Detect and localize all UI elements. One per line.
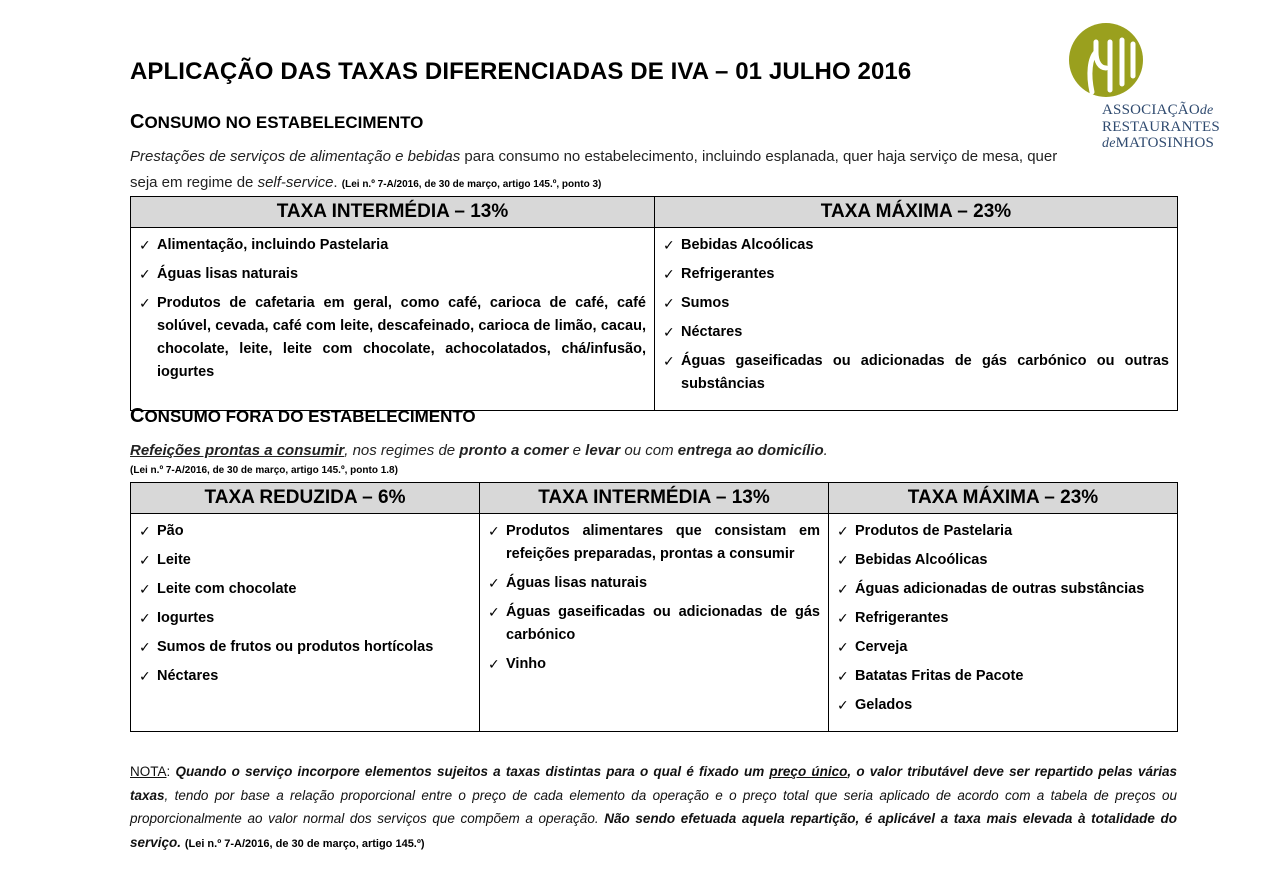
nota-paragraph: NOTA: Quando o serviço incorpore elementos sujeitos a taxas distintas para o qual é fixado um preço único, o valor tributável deve ser repartido pelas várias taxas, tendo por base a relação proporcional entre o preço de cada elemento da operação e o preço total que seria aplicado de acordo com a tabela de preços ou proporcionalmente ao valor normal dos serviços que compõem a operação. Não sendo efetuada aquela repartição, é aplicável a taxa mais elevada à totalidade do serviço. (Lei n.º 7-A/2016, de 30 de março, artigo 145.º) bbox=[130, 764, 1178, 850]
checkmark-icon: ✓ bbox=[139, 237, 151, 253]
checkmark-icon: ✓ bbox=[837, 552, 849, 568]
table1-cell-maxima bbox=[655, 228, 1178, 411]
list-item-text: Águas gaseificadas ou adicionadas de gás carbónico ou outras substâncias bbox=[681, 353, 1169, 392]
section2-intro: Refeições prontas a consumir, nos regimes de pronto a comer e levar ou com entrega ao domicílio. bbox=[130, 442, 828, 459]
list-item-text: Produtos alimentares que consistam em refeições preparadas, prontas a consumir bbox=[506, 523, 820, 562]
checkmark-icon: ✓ bbox=[139, 668, 151, 684]
list-item-text: Batatas Fritas de Pacote bbox=[855, 668, 1024, 684]
checkmark-icon: ✓ bbox=[488, 604, 500, 620]
association-logo bbox=[1062, 22, 1262, 162]
list-item bbox=[663, 263, 1169, 286]
list-item-text: Leite bbox=[157, 552, 191, 568]
list-item-text: Águas gaseificadas ou adicionadas de gás carbónico bbox=[506, 604, 820, 643]
checkmark-icon: ✓ bbox=[139, 523, 151, 539]
checkmark-icon: ✓ bbox=[488, 656, 500, 672]
checkmark-icon: ✓ bbox=[139, 610, 151, 626]
list-item bbox=[139, 607, 471, 630]
table2-cell-reduzida bbox=[131, 514, 480, 732]
checkmark-icon: ✓ bbox=[139, 552, 151, 568]
tax-table-consumo-no-estabelecimento bbox=[130, 196, 1178, 411]
table1-cell-intermedia bbox=[131, 228, 655, 411]
list-item bbox=[488, 520, 820, 566]
list-item bbox=[663, 234, 1169, 257]
checkmark-icon: ✓ bbox=[488, 523, 500, 539]
table1-list-intermedia bbox=[139, 234, 646, 384]
checkmark-icon: ✓ bbox=[837, 668, 849, 684]
section-title-consumo-fora-do-estabelecimento: CONSUMO FORA DO ESTABELECIMENTO bbox=[130, 405, 476, 427]
checkmark-icon: ✓ bbox=[663, 324, 675, 340]
section2-legal-reference: (Lei n.º 7-A/2016, de 30 de março, artigo 145.º, ponto 1.8) bbox=[130, 465, 398, 476]
list-item-text: Vinho bbox=[506, 656, 547, 672]
page-title: APLICAÇÃO DAS TAXAS DIFERENCIADAS DE IVA – 01 JULHO 2016 bbox=[130, 58, 912, 85]
checkmark-icon: ✓ bbox=[837, 697, 849, 713]
list-item-text: Cerveja bbox=[855, 639, 908, 655]
list-item bbox=[663, 321, 1169, 344]
list-item bbox=[488, 601, 820, 647]
table1-header-maxima: TAXA MÁXIMA – 23% bbox=[655, 197, 1178, 228]
list-item-text: Refrigerantes bbox=[855, 610, 949, 626]
list-item-text: Sumos bbox=[681, 295, 730, 311]
list-item bbox=[837, 549, 1169, 572]
list-item-text: Pão bbox=[157, 523, 184, 539]
logo-wordmark: ASSOCIAÇÃOde RESTAURANTES deMATOSINHOS bbox=[1102, 102, 1220, 151]
table2-header-maxima: TAXA MÁXIMA – 23% bbox=[829, 483, 1178, 514]
checkmark-icon: ✓ bbox=[837, 523, 849, 539]
list-item-text: Águas lisas naturais bbox=[506, 575, 648, 591]
table1-list-maxima bbox=[663, 234, 1169, 396]
list-item-text: Produtos de Pastelaria bbox=[855, 523, 1013, 539]
checkmark-icon: ✓ bbox=[837, 639, 849, 655]
checkmark-icon: ✓ bbox=[663, 237, 675, 253]
list-item bbox=[837, 578, 1169, 601]
list-item-text: Leite com chocolate bbox=[157, 581, 297, 597]
list-item-text: Águas lisas naturais bbox=[157, 266, 299, 282]
list-item bbox=[488, 653, 820, 676]
table2-cell-intermedia bbox=[480, 514, 829, 732]
list-item-text: Produtos de cafetaria em geral, como café, carioca de café, café solúvel, cevada, café com leite, descafeinado, carioca de limão, cacau, chocolate, leite, leite com chocolate, achocolatados, chá/infusão, iogurtes bbox=[157, 295, 646, 380]
list-item-text: Néctares bbox=[681, 324, 743, 340]
list-item bbox=[139, 665, 471, 688]
list-item-text: Néctares bbox=[157, 668, 219, 684]
checkmark-icon: ✓ bbox=[663, 353, 675, 369]
fork-hand-logo-icon bbox=[1066, 22, 1150, 102]
list-item-text: Refrigerantes bbox=[681, 266, 775, 282]
checkmark-icon: ✓ bbox=[663, 295, 675, 311]
checkmark-icon: ✓ bbox=[139, 266, 151, 282]
checkmark-icon: ✓ bbox=[837, 610, 849, 626]
list-item bbox=[139, 234, 646, 257]
list-item bbox=[488, 572, 820, 595]
checkmark-icon: ✓ bbox=[663, 266, 675, 282]
checkmark-icon: ✓ bbox=[139, 295, 151, 311]
tax-table-consumo-fora-do-estabelecimento bbox=[130, 482, 1178, 732]
list-item bbox=[663, 292, 1169, 315]
table2-cell-maxima bbox=[829, 514, 1178, 732]
section-title-consumo-no-estabelecimento: CONSUMO NO ESTABELECIMENTO bbox=[130, 111, 424, 133]
list-item-text: Sumos de frutos ou produtos hortícolas bbox=[157, 639, 434, 655]
list-item bbox=[139, 578, 471, 601]
list-item-text: Gelados bbox=[855, 697, 913, 713]
list-item bbox=[139, 549, 471, 572]
table2-header-reduzida: TAXA REDUZIDA – 6% bbox=[131, 483, 480, 514]
checkmark-icon: ✓ bbox=[488, 575, 500, 591]
table1-header-intermedia: TAXA INTERMÉDIA – 13% bbox=[131, 197, 655, 228]
table2-list-reduzida bbox=[139, 520, 471, 688]
section1-intro: Prestações de serviços de alimentação e bebidas para consumo no estabelecimento, incluindo esplanada, quer haja serviço de mesa, quer seja em regime de self-service. (Lei n.º 7-A/2016, de 30 de março, artigo 145.º, ponto 3) bbox=[130, 148, 1058, 191]
list-item bbox=[837, 665, 1169, 688]
table2-list-intermedia bbox=[488, 520, 820, 676]
list-item bbox=[837, 607, 1169, 630]
list-item-text: Alimentação, incluindo Pastelaria bbox=[157, 237, 389, 253]
list-item bbox=[837, 694, 1169, 717]
list-item-text: Águas adicionadas de outras substâncias bbox=[855, 581, 1145, 597]
list-item bbox=[139, 520, 471, 543]
checkmark-icon: ✓ bbox=[139, 581, 151, 597]
list-item-text: Iogurtes bbox=[157, 610, 215, 626]
table2-list-maxima bbox=[837, 520, 1169, 717]
list-item-text: Bebidas Alcoólicas bbox=[681, 237, 814, 253]
list-item bbox=[837, 636, 1169, 659]
list-item bbox=[139, 263, 646, 286]
list-item bbox=[837, 520, 1169, 543]
checkmark-icon: ✓ bbox=[139, 639, 151, 655]
checkmark-icon: ✓ bbox=[837, 581, 849, 597]
list-item-text: Bebidas Alcoólicas bbox=[855, 552, 988, 568]
table2-header-intermedia: TAXA INTERMÉDIA – 13% bbox=[480, 483, 829, 514]
list-item bbox=[139, 636, 471, 659]
list-item bbox=[139, 292, 646, 384]
list-item bbox=[663, 350, 1169, 396]
